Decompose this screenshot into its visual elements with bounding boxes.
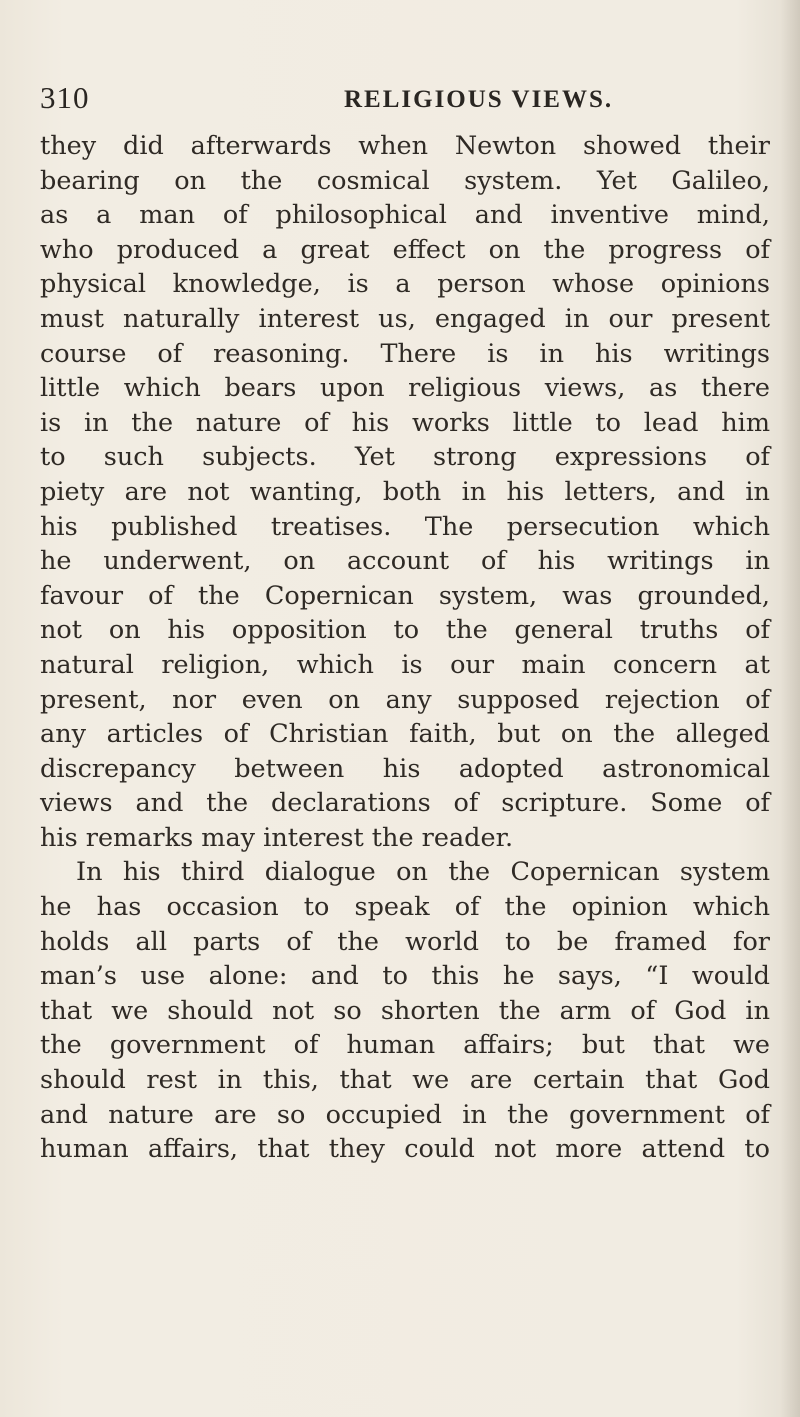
body-text: [40, 129, 770, 1167]
text-line: should rest in this, that we are certain that God: [40, 1065, 770, 1096]
text-line: bearing on the cosmical system. Yet Galileo,: [40, 165, 770, 196]
text-line: course of reasoning. There is in his writings: [40, 338, 770, 369]
text-line: discrepancy between his adopted astronomical: [40, 753, 770, 784]
text-line: he underwent, on account of his writings in: [40, 546, 770, 577]
text-line: human affairs, that they could not more attend to: [40, 1134, 770, 1165]
text-line: piety are not wanting, both in his letters, and in: [40, 476, 770, 507]
text-line: his published treatises. The persecution which: [40, 511, 770, 542]
text-line: physical knowledge, is a person whose opinions: [40, 269, 770, 300]
text-line: he has occasion to speak of the opinion which: [40, 892, 770, 923]
text-line: natural religion, which is our main concern at: [40, 649, 770, 680]
text-line: any articles of Christian faith, but on the alleged: [40, 719, 770, 750]
text-line: views and the declarations of scripture. Some of: [40, 788, 770, 819]
page-edge-shadow: [780, 0, 800, 1417]
text-line: must naturally interest us, engaged in our present: [40, 303, 770, 334]
text-line: to such subjects. Yet strong expressions of: [40, 442, 770, 473]
text-line: the government of human affairs; but that we: [40, 1030, 770, 1061]
text-line: who produced a great effect on the progress of: [40, 234, 770, 265]
running-head: [40, 80, 760, 120]
text-line: favour of the Copernican system, was grounded,: [40, 580, 770, 611]
page-number: 310: [40, 80, 90, 115]
text-line: man’s use alone: and to this he says, “I would: [40, 961, 770, 992]
text-line: holds all parts of the world to be framed for: [40, 926, 770, 957]
text-line: is in the nature of his works little to lead him: [40, 407, 770, 438]
text-line: they did afterwards when Newton showed their: [40, 131, 770, 161]
text-line: not on his opposition to the general truths of: [40, 615, 770, 646]
text-line-paragraph-start: In his third dialogue on the Copernican system: [76, 857, 770, 888]
text-line: present, nor even on any supposed rejection of: [40, 684, 770, 715]
text-line: little which bears upon religious views, as there: [40, 373, 770, 404]
text-line-paragraph-end: his remarks may interest the reader.: [40, 822, 514, 853]
running-title: RELIGIOUS VIEWS.: [344, 86, 614, 113]
text-line: that we should not so shorten the arm of God in: [40, 995, 770, 1026]
text-line: and nature are so occupied in the government of: [40, 1099, 770, 1130]
text-line: as a man of philosophical and inventive mind,: [40, 200, 770, 231]
